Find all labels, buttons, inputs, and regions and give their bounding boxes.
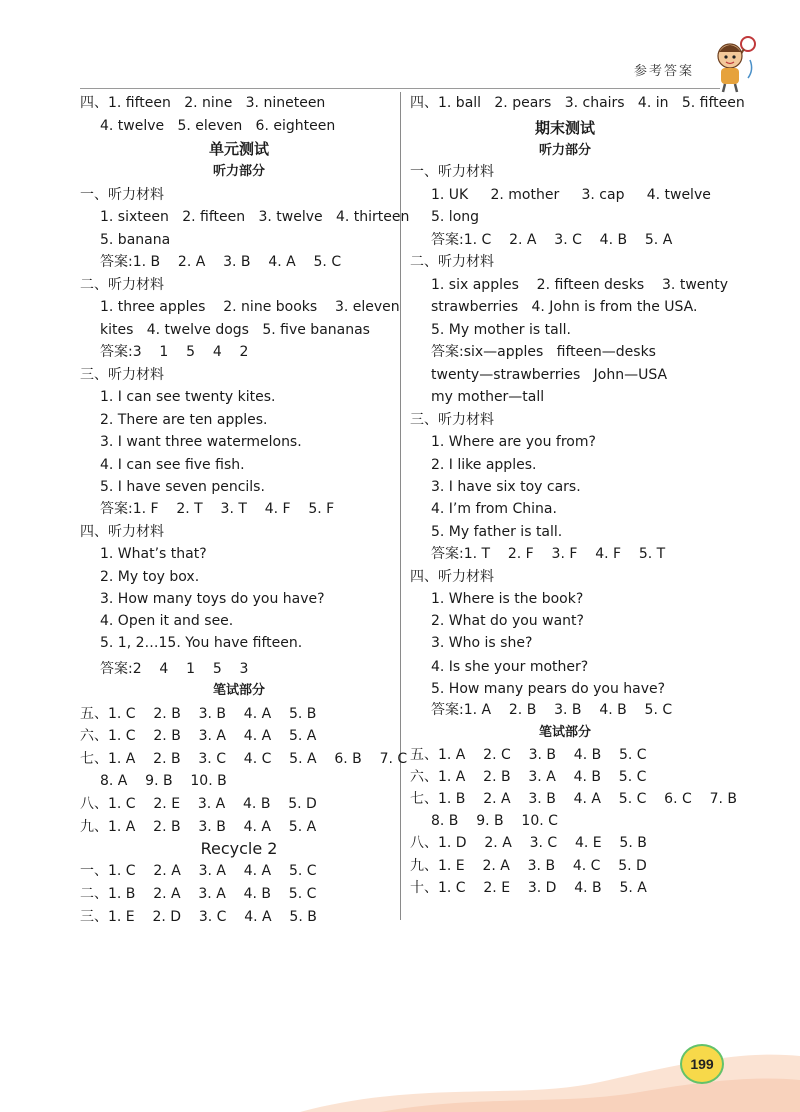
answer-line: 5. My mother is tall. [431, 322, 571, 338]
answer-line: 答案:1. B 2. A 3. B 4. A 5. C [100, 254, 342, 270]
answer-line: 答案:six—apples fifteen—desks [431, 344, 656, 360]
answer-line: 5. I have seven pencils. [100, 479, 265, 495]
answer-line: 3. Who is she? [431, 635, 533, 651]
answer-line: 答案:1. A 2. B 3. B 4. B 5. C [431, 702, 673, 718]
section-line: 一、听力材料 [410, 164, 494, 180]
section-line: 一、听力材料 [80, 187, 164, 203]
answer-line: 2. What do you want? [431, 613, 584, 629]
answer-line: my mother—tall [431, 389, 545, 405]
answer-line: 8. B 9. B 10. C [431, 813, 558, 829]
answer-line: kites 4. twelve dogs 5. five bananas [100, 322, 370, 338]
answer-line: 1. sixteen 2. fifteen 3. twelve 4. thirteen [100, 209, 410, 225]
section-line: 四、1. ball 2. pears 3. chairs 4. in 5. fifteen [410, 95, 745, 111]
section-line: 三、1. E 2. D 3. C 4. A 5. B [80, 909, 317, 925]
answer-line: 4. I can see five fish. [100, 457, 245, 473]
section-heading: 单元测试 [208, 140, 270, 158]
part-heading: 听力部分 [212, 164, 266, 179]
header-rule [80, 88, 720, 89]
answer-line: 1. What’s that? [100, 546, 207, 562]
section-line: 六、1. A 2. B 3. A 4. B 5. C [410, 769, 647, 785]
section-line: 三、听力材料 [80, 367, 164, 383]
answer-line: 1. I can see twenty kites. [100, 389, 276, 405]
section-line: 九、1. E 2. A 3. B 4. C 5. D [410, 858, 647, 874]
page-number: 199 [680, 1044, 724, 1084]
answer-line: 答案:1. F 2. T 3. T 4. F 5. F [100, 501, 335, 517]
answer-line: 答案:3 1 5 4 2 [100, 344, 249, 360]
answer-line: 5. My father is tall. [431, 524, 563, 540]
section-line: 九、1. A 2. B 3. B 4. A 5. A [80, 819, 317, 835]
answer-line: 3. I want three watermelons. [100, 434, 302, 450]
section-line: 五、1. A 2. C 3. B 4. B 5. C [410, 747, 647, 763]
section-line: 二、听力材料 [410, 254, 494, 270]
answer-line: 5. banana [100, 232, 171, 248]
section-line: 三、听力材料 [410, 412, 494, 428]
section-heading: 期末测试 [534, 119, 596, 137]
answer-line: 3. I have six toy cars. [431, 479, 581, 495]
answer-line: 4. I’m from China. [431, 501, 557, 517]
answer-line: 答案:2 4 1 5 3 [100, 661, 249, 677]
answer-line: 5. long [431, 209, 480, 225]
answer-line: 4. Is she your mother? [431, 659, 589, 675]
unit-heading: Recycle 2 [200, 839, 278, 858]
answer-line: 3. How many toys do you have? [100, 591, 325, 607]
section-line: 四、听力材料 [80, 524, 164, 540]
section-line: 二、听力材料 [80, 277, 164, 293]
answer-line: 答案:1. C 2. A 3. C 4. B 5. A [431, 232, 673, 248]
section-line: 六、1. C 2. B 3. A 4. A 5. A [80, 728, 317, 744]
section-line: 八、1. D 2. A 3. C 4. E 5. B [410, 835, 647, 851]
header-label: 参考答案 [634, 64, 695, 79]
part-heading: 听力部分 [538, 143, 592, 158]
section-line: 七、1. B 2. A 3. B 4. A 5. C 6. C 7. B [410, 791, 737, 807]
mascot-icon [712, 34, 760, 94]
answer-line: 5. How many pears do you have? [431, 681, 666, 697]
answer-line: 5. 1, 2…15. You have fifteen. [100, 635, 303, 651]
answer-line: 2. My toy box. [100, 569, 200, 585]
section-line: 四、1. fifteen 2. nine 3. nineteen [80, 95, 326, 111]
answer-line: strawberries 4. John is from the USA. [431, 299, 698, 315]
answer-line: 4. Open it and see. [100, 613, 234, 629]
part-heading: 笔试部分 [212, 683, 266, 698]
part-heading: 笔试部分 [538, 725, 592, 740]
section-line: 五、1. C 2. B 3. B 4. A 5. B [80, 706, 317, 722]
answer-line: 1. six apples 2. fifteen desks 3. twenty [431, 277, 729, 293]
answer-line: 8. A 9. B 10. B [100, 773, 227, 789]
answer-line: 1. three apples 2. nine books 3. eleven [100, 299, 400, 315]
answer-line: 2. There are ten apples. [100, 412, 268, 428]
section-line: 二、1. B 2. A 3. A 4. B 5. C [80, 886, 317, 902]
answer-line: 1. Where are you from? [431, 434, 596, 450]
answer-line: 4. twelve 5. eleven 6. eighteen [100, 118, 336, 134]
answer-line: 答案:1. T 2. F 3. F 4. F 5. T [431, 546, 666, 562]
answer-line: 1. UK 2. mother 3. cap 4. twelve [431, 187, 711, 203]
section-line: 一、1. C 2. A 3. A 4. A 5. C [80, 863, 317, 879]
answer-line: 2. I like apples. [431, 457, 537, 473]
section-line: 七、1. A 2. B 3. C 4. C 5. A 6. B 7. C [80, 751, 408, 767]
section-line: 四、听力材料 [410, 569, 494, 585]
answer-line: twenty—strawberries John—USA [431, 367, 668, 383]
section-line: 八、1. C 2. E 3. A 4. B 5. D [80, 796, 317, 812]
section-line: 十、1. C 2. E 3. D 4. B 5. A [410, 880, 647, 896]
answer-line: 1. Where is the book? [431, 591, 584, 607]
